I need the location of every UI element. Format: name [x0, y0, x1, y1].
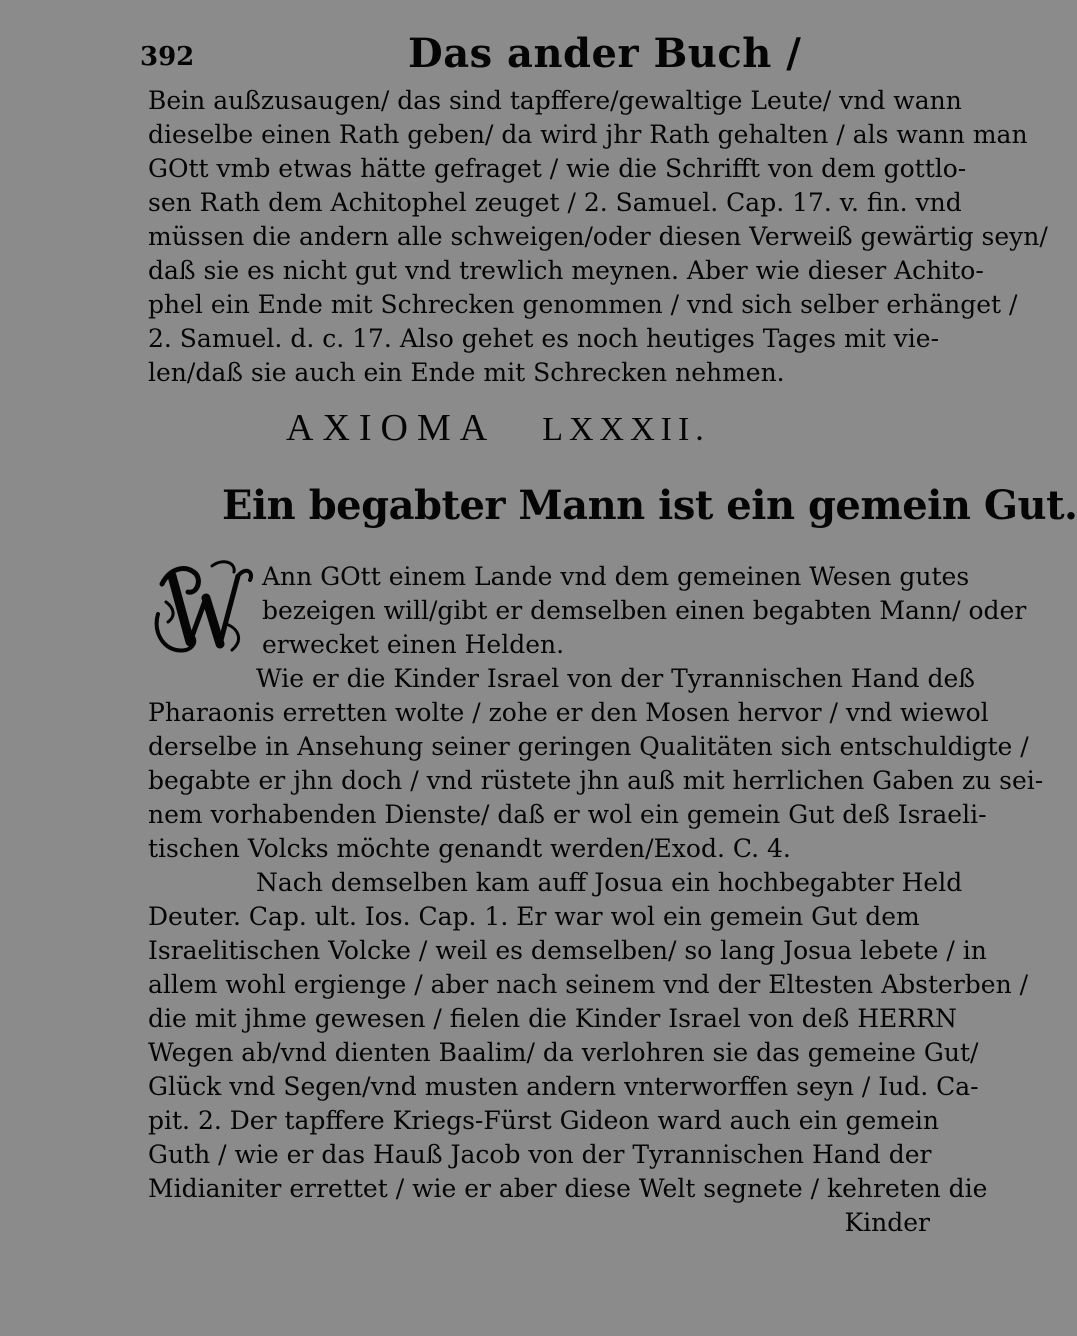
text-line: Wegen ab/vnd dienten Baalim/ da verlohren sie das gemeine Gut/: [148, 1038, 979, 1067]
text-line: Deuter. Cap. ult. Ios. Cap. 1. Er war wol ein gemein Gut dem: [148, 902, 920, 931]
text-line: tischen Volcks möchte genandt werden/Exod. C. 4.: [148, 834, 791, 863]
text-line: bezeigen will/gibt er demselben einen begabten Mann/ oder: [262, 596, 1027, 625]
text-line: müssen die andern alle schweigen/oder diesen Verweiß gewärtig seyn/: [148, 222, 1048, 251]
text-line: Midianiter errettet / wie er aber diese Welt segnete / kehreten die: [148, 1174, 988, 1203]
running-title: Das ander Buch /: [408, 30, 802, 77]
text-line: Glück vnd Segen/vnd musten andern vnterworffen seyn / Iud. Ca-: [148, 1072, 979, 1101]
text-line: Wie er die Kinder Israel von der Tyrannischen Hand deß: [256, 664, 975, 693]
text-line: Israelitischen Volcke / weil es demselben/ so lang Josua lebete / in: [148, 936, 987, 965]
axioma-number: LXXXII.: [542, 411, 710, 448]
text-line: allem wohl ergienge / aber nach seinem vnd der Eltesten Absterben /: [148, 970, 1029, 999]
svg-text:W: W: [196, 612, 212, 628]
text-line: 2. Samuel. d. c. 17. Also gehet es noch heutiges Tages mit vie-: [148, 324, 940, 353]
text-line: erwecket einen Helden.: [262, 630, 565, 659]
page-number: 392: [140, 42, 195, 72]
text-line: nem vorhabenden Dienste/ daß er wol ein gemein Gut deß Israeli-: [148, 800, 987, 829]
axioma-label: AXIOMA: [286, 407, 497, 449]
text-line: Pharaonis erretten wolte / zohe er den Mosen hervor / vnd wiewol: [148, 698, 989, 727]
section-heading: Ein begabter Mann ist ein gemein Gut.: [222, 482, 1077, 529]
text-line: daß sie es nicht gut vnd trewlich meynen. Aber wie dieser Achito-: [148, 256, 984, 285]
text-line: dieselbe einen Rath geben/ da wird jhr Rath gehalten / als wann man: [148, 120, 1028, 149]
decorated-initial-w: [152, 554, 256, 658]
text-line: phel ein Ende mit Schrecken genommen / vnd sich selber erhänget /: [148, 290, 1018, 319]
text-line: die mit jhme gewesen / fielen die Kinder Israel von deß HERRN: [148, 1004, 957, 1033]
text-line: len/daß sie auch ein Ende mit Schrecken nehmen.: [148, 358, 785, 387]
text-line: Nach demselben kam auff Josua ein hochbegabter Held: [256, 868, 963, 897]
text-line: derselbe in Ansehung seiner geringen Qualitäten sich entschuldigte /: [148, 732, 1029, 761]
catchword: Kinder: [844, 1208, 930, 1237]
text-line: GOtt vmb etwas hätte gefraget / wie die Schrifft von dem gottlo-: [148, 154, 967, 183]
text-line: sen Rath dem Achitophel zeuget / 2. Samuel. Cap. 17. v. fin. vnd: [148, 188, 962, 217]
page-header: [140, 30, 940, 86]
text-line: pit. 2. Der tapffere Kriegs-Fürst Gideon ward auch ein gemein: [148, 1106, 939, 1135]
text-line: Bein außzusaugen/ das sind tapffere/gewaltige Leute/ vnd wann: [148, 86, 962, 115]
axioma-title: [286, 404, 766, 452]
text-line: Guth / wie er das Hauß Jacob von der Tyrannischen Hand der: [148, 1140, 932, 1169]
text-line: begabte er jhn doch / vnd rüstete jhn auß mit herrlichen Gaben zu sei-: [148, 766, 1044, 795]
text-line: Ann GOtt einem Lande vnd dem gemeinen Wesen gutes: [262, 562, 970, 591]
